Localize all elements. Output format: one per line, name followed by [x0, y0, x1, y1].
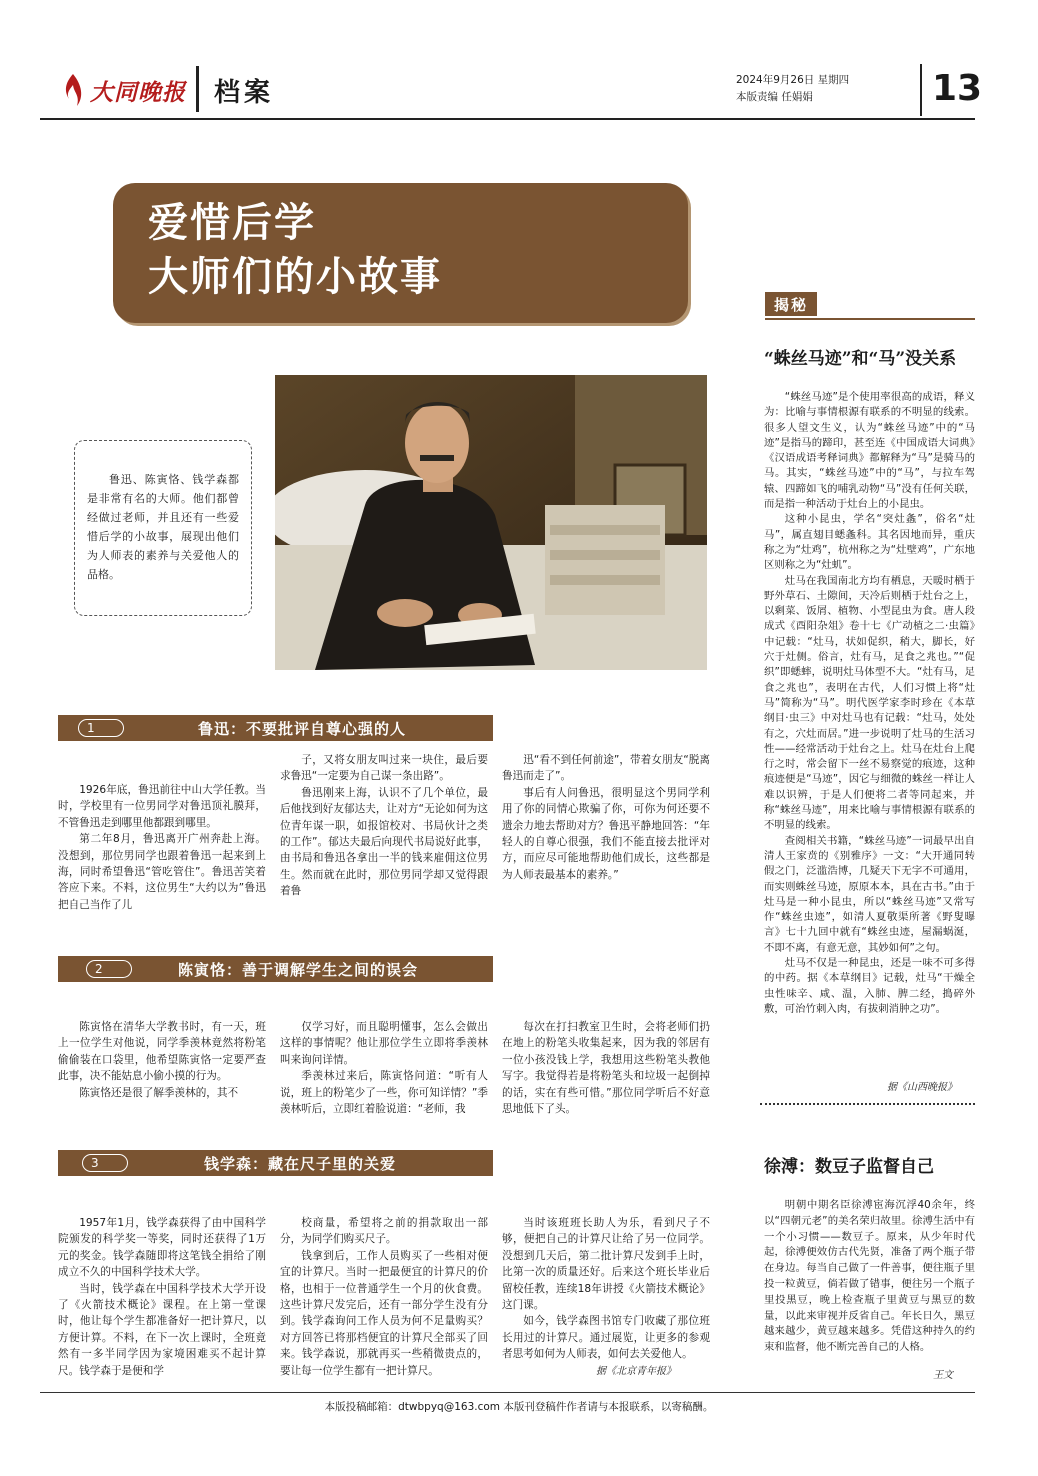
issue-date: 2024年9月26日 星期四	[736, 74, 850, 86]
story-3-column-1: 1957年1月，钱学森获得了由中国科学院颁发的科学奖一等奖，同时还获得了1万元的奖金。钱学森随即将这笔钱全捐给了刚成立不久的中国科学技术大学。 当时，钱学森在中国科学技术大学开设了《火箭技术概论》课程。在上第一堂课时，他让每个学生都准备好一把计算尺，以方便计算。不料，在下一次上课时，全班竟然有一多半同学因为家境困难买不起计算尺。钱学森于是便和学	[58, 1217, 266, 1377]
story-2-column-1: 陈寅恪在清华大学教书时，有一天，班上一位学生对他说，同学季羡林竟然将粉笔偷偷装在口袋里，他希望陈寅恪一定要严查此事，决不能姑息小偷小摸的行为。 陈寅恪还是很了解季羡林的，其不	[58, 1021, 266, 1099]
title-line-1: 爱惜后学	[148, 199, 316, 246]
footer-rule	[40, 1392, 975, 1393]
sidebar-divider	[760, 1103, 975, 1105]
header-rule	[40, 118, 975, 120]
portrait-image	[275, 375, 707, 670]
story-2-column-2: 仅学习好，而且聪明懂事，怎么会做出这样的事情呢？他让那位学生立即将季羡林叫来询问详情。 季羡林过来后，陈寅恪问道：“听有人说，班上的粉笔少了一些，你可知详情？”季羡林听后，立即红着脸说道：“老师，我	[280, 1021, 488, 1116]
story-2-heading	[58, 956, 493, 982]
sidebar-article-1-source: 据《山西晚报》	[887, 1082, 957, 1093]
story-3-column-3: 当时该班班长助人为乐，看到尺子不够，便把自己的计算尺让给了另一位同学。没想到几天后，第二批计算尺发到手上时，比第一次的质量还好。后来这个班长毕业后留校任教，连续18年讲授《火箭技术概论》这门课。 如今，钱学森图书馆专门收藏了那位班长用过的计算尺。通过展览，让更多的参观者思考如何为人师表，如何去关爱他人。	[502, 1217, 710, 1361]
story-1-column-1: 1926年底，鲁迅前往中山大学任教。当时，学校里有一位男同学对鲁迅顶礼膜拜，不管鲁迅走到哪里他都跟到哪里。 第二年8月，鲁迅离开广州奔赴上海。没想到，那位男同学也跟着鲁迅一起来到上海，同时希望鲁迅“管吃管住”。鲁迅苦笑着答应下来。不料，这位男生“大约以为”鲁迅把自己当作了儿	[58, 784, 266, 911]
intro-box: 鲁迅、陈寅恪、钱学森都是非常有名的大师。他们都曾经做过老师，并且还有一些爱惜后学的小故事，展现出他们为人师表的素养与关爱他人的品格。	[74, 440, 252, 616]
story-1-column-3: 迅“看不到任何前途”，带着女朋友“脱离鲁迅而走了”。 事后有人问鲁迅，很明显这个男同学利用了你的同情心欺骗了你，可你为何还要不遗余力地去帮助对方？鲁迅平静地回答：“年轻人的自尊心很强，我们不能直接去批评对方，而应尽可能地帮助他们成长，这些都是为人师表最基本的素养。”	[502, 754, 710, 881]
sidebar-article-2-author: 王文	[933, 1370, 953, 1381]
flame-icon	[62, 73, 84, 107]
newspaper-logo	[62, 64, 187, 116]
story-3-source: 据《北京青年报》	[596, 1366, 676, 1377]
story-3-number: 3	[82, 1154, 128, 1172]
sidebar-article-2-body: 明朝中期名臣徐溥宦海沉浮40余年，终以“四朝元老”的美名荣归故里。徐溥生活中有一个小习惯——数豆子。原来，从少年时代起，徐溥便效仿古代先贤，准备了两个瓶子带在身边。每当自己做了一件善事，便往瓶子里投一粒黄豆，倘若做了错事，便往另一个瓶子里投黑豆，晚上检查瓶子里黄豆与黑豆的数量，以此来审视并反省自己。年长日久，黑豆越来越少，黄豆越来越多。凭借这种持久的约束和监督，他不断完善自己的人格。	[764, 1199, 975, 1354]
story-1-number: 1	[78, 719, 124, 737]
title-line-2: 大师们的小故事	[148, 253, 442, 300]
story-3-heading	[58, 1150, 493, 1176]
page-editor: 本版责编 任娟娟	[736, 91, 813, 103]
sidebar-tag-rule	[765, 318, 975, 320]
paper-name: 大同晚报	[90, 78, 186, 106]
story-2-number: 2	[86, 960, 132, 978]
header-divider	[196, 66, 199, 112]
story-3-column-2: 校商量，希望将之前的捐款取出一部分，为同学们购买尺子。 钱拿到后，工作人员购买了一些相对便宜的计算尺。当时一把最便宜的计算尺的价格，也相于一位普通学生一个月的伙食费。这些计算尺发完后，还有一部分学生没有分到。钱学森询问工作人员为何不足量购买？对方回答已将那档便宜的计算尺全部买了回来。钱学森说，那就再买一些稍微贵点的，要让每一位学生都有一把计算尺。	[280, 1217, 488, 1377]
story-2-title: 陈寅恪：善于调解学生之间的误会	[178, 961, 419, 979]
story-2-column-3: 每次在打扫教室卫生时，会将老师们扔在地上的粉笔头收集起来，因为我的邻居有一位小孩没钱上学，我想用这些粉笔头教他写字。我觉得若是将粉笔头和垃圾一起倒掉的话，实在有些可惜。”那位同学听后不好意思地低下了头。	[502, 1021, 710, 1116]
sidebar-tag: 揭秘	[765, 292, 817, 316]
story-1-heading	[58, 715, 493, 741]
page-number: 13	[932, 68, 983, 109]
issue-info	[736, 72, 849, 106]
story-1-title: 鲁迅：不要批评自尊心强的人	[198, 720, 407, 738]
footer-text: 本版投稿邮箱：dtwbpyq@163.com 本版刊登稿件作者请与本报联系，以寄稿酬。	[324, 1401, 714, 1413]
sidebar-article-1-body: “蛛丝马迹”是个使用率很高的成语，释义为：比喻与事情根源有联系的不明显的线索。很多人望文生义，认为“蛛丝马迹”中的“马迹”是指马的蹄印，甚至连《中国成语大词典》《汉语成语考释词典》都解释为“马”是骑马的马。其实，“蛛丝马迹”中的“马”，与拉车驾辕、四蹄如飞的哺乳动物“马”没有任何关联，而是指一种活动于灶台上的小昆虫。 这种小昆虫，学名“突灶螽”，俗名“灶马”，属直翅目蟋螽科。其名因地而异，重庆称之为“灶鸡”，杭州称之为“灶壁鸡”，广东地区则称之为“灶虮”。 灶马在我国南北方均有栖息，天暖时栖于野外草石、土隙间，天冷后则栖于灶台之上，以剩菜、饭屑、植物、小型昆虫为食。唐人段成式《酉阳杂俎》卷十七《广动植之二·虫篇》中记载：“灶马，状如促织，稍大，脚长，好穴于灶侧。俗言，灶有马，足食之兆也。”“促织”即蟋蟀，说明灶马体型不大。“灶有马，足食之兆也”，表明在古代，人们习惯上将“灶马”简称为“马”。明代医学家李时珍在《本草纲目·虫三》中对灶马也有记载：“灶马，处处有之，穴灶而居。”进一步说明了灶马的生活习性——经常活动于灶台之上。灶马在灶台上爬行之时，常会留下一丝不易察觉的痕迹，这种痕迹便是“马迹”，因它与细微的蛛丝一样让人难以识辨，于是人们便将二者等同起来，并称“蛛丝马迹”，用来比喻与事情根源有联系的不明显的线索。 查阅相关书籍，“蛛丝马迹”一词最早出自清人王家贲的《别雅序》一文：“大开通同转假之门，泛滥浩博，几疑天下无字不可通用，而实则蛛丝马迹，原原本本，具在古书。”由于灶马是一种小昆虫，所以“蛛丝马迹”又常写作“蛛丝虫迹”，如清人夏敬渠所著《野叟曝言》七十九回中就有“蛛丝虫迹，屋漏蜗涎，不即不离，有意无意，其妙如何”之句。 灶马不仅是一种昆虫，还是一味不可多得的中药。据《本草纲目》记载，灶马“干燥全虫性味辛、咸、温，入肺、脾二经，搗碎外敷，可治竹刺入肉，有拔刺消肿之功”。	[764, 391, 975, 1015]
section-name: 档案	[214, 78, 275, 108]
sidebar-article-1-title: “蛛丝马迹”和“马”没关系	[764, 349, 957, 369]
sidebar-article-2-title: 徐溥：数豆子监督自己	[764, 1157, 934, 1177]
story-1-column-2: 子，又将女朋友叫过来一块住，最后要求鲁迅“一定要为自己谋一条出路”。 鲁迅刚来上海，认识不了几个单位，最后他找到好友郁达夫，让对方“无论如何为这位青年谋一职，如报馆校对、书局伙计之类的工作”。郁达夫最后向现代书局说好此事，由书局和鲁迅各拿出一半的钱来雇佣这位男生。然而就在此时，那位男同学却又觉得跟着鲁	[280, 754, 488, 898]
page-title	[148, 196, 442, 304]
story-3-title: 钱学森：藏在尺子里的关爱	[204, 1155, 397, 1173]
page-number-divider	[920, 64, 922, 116]
